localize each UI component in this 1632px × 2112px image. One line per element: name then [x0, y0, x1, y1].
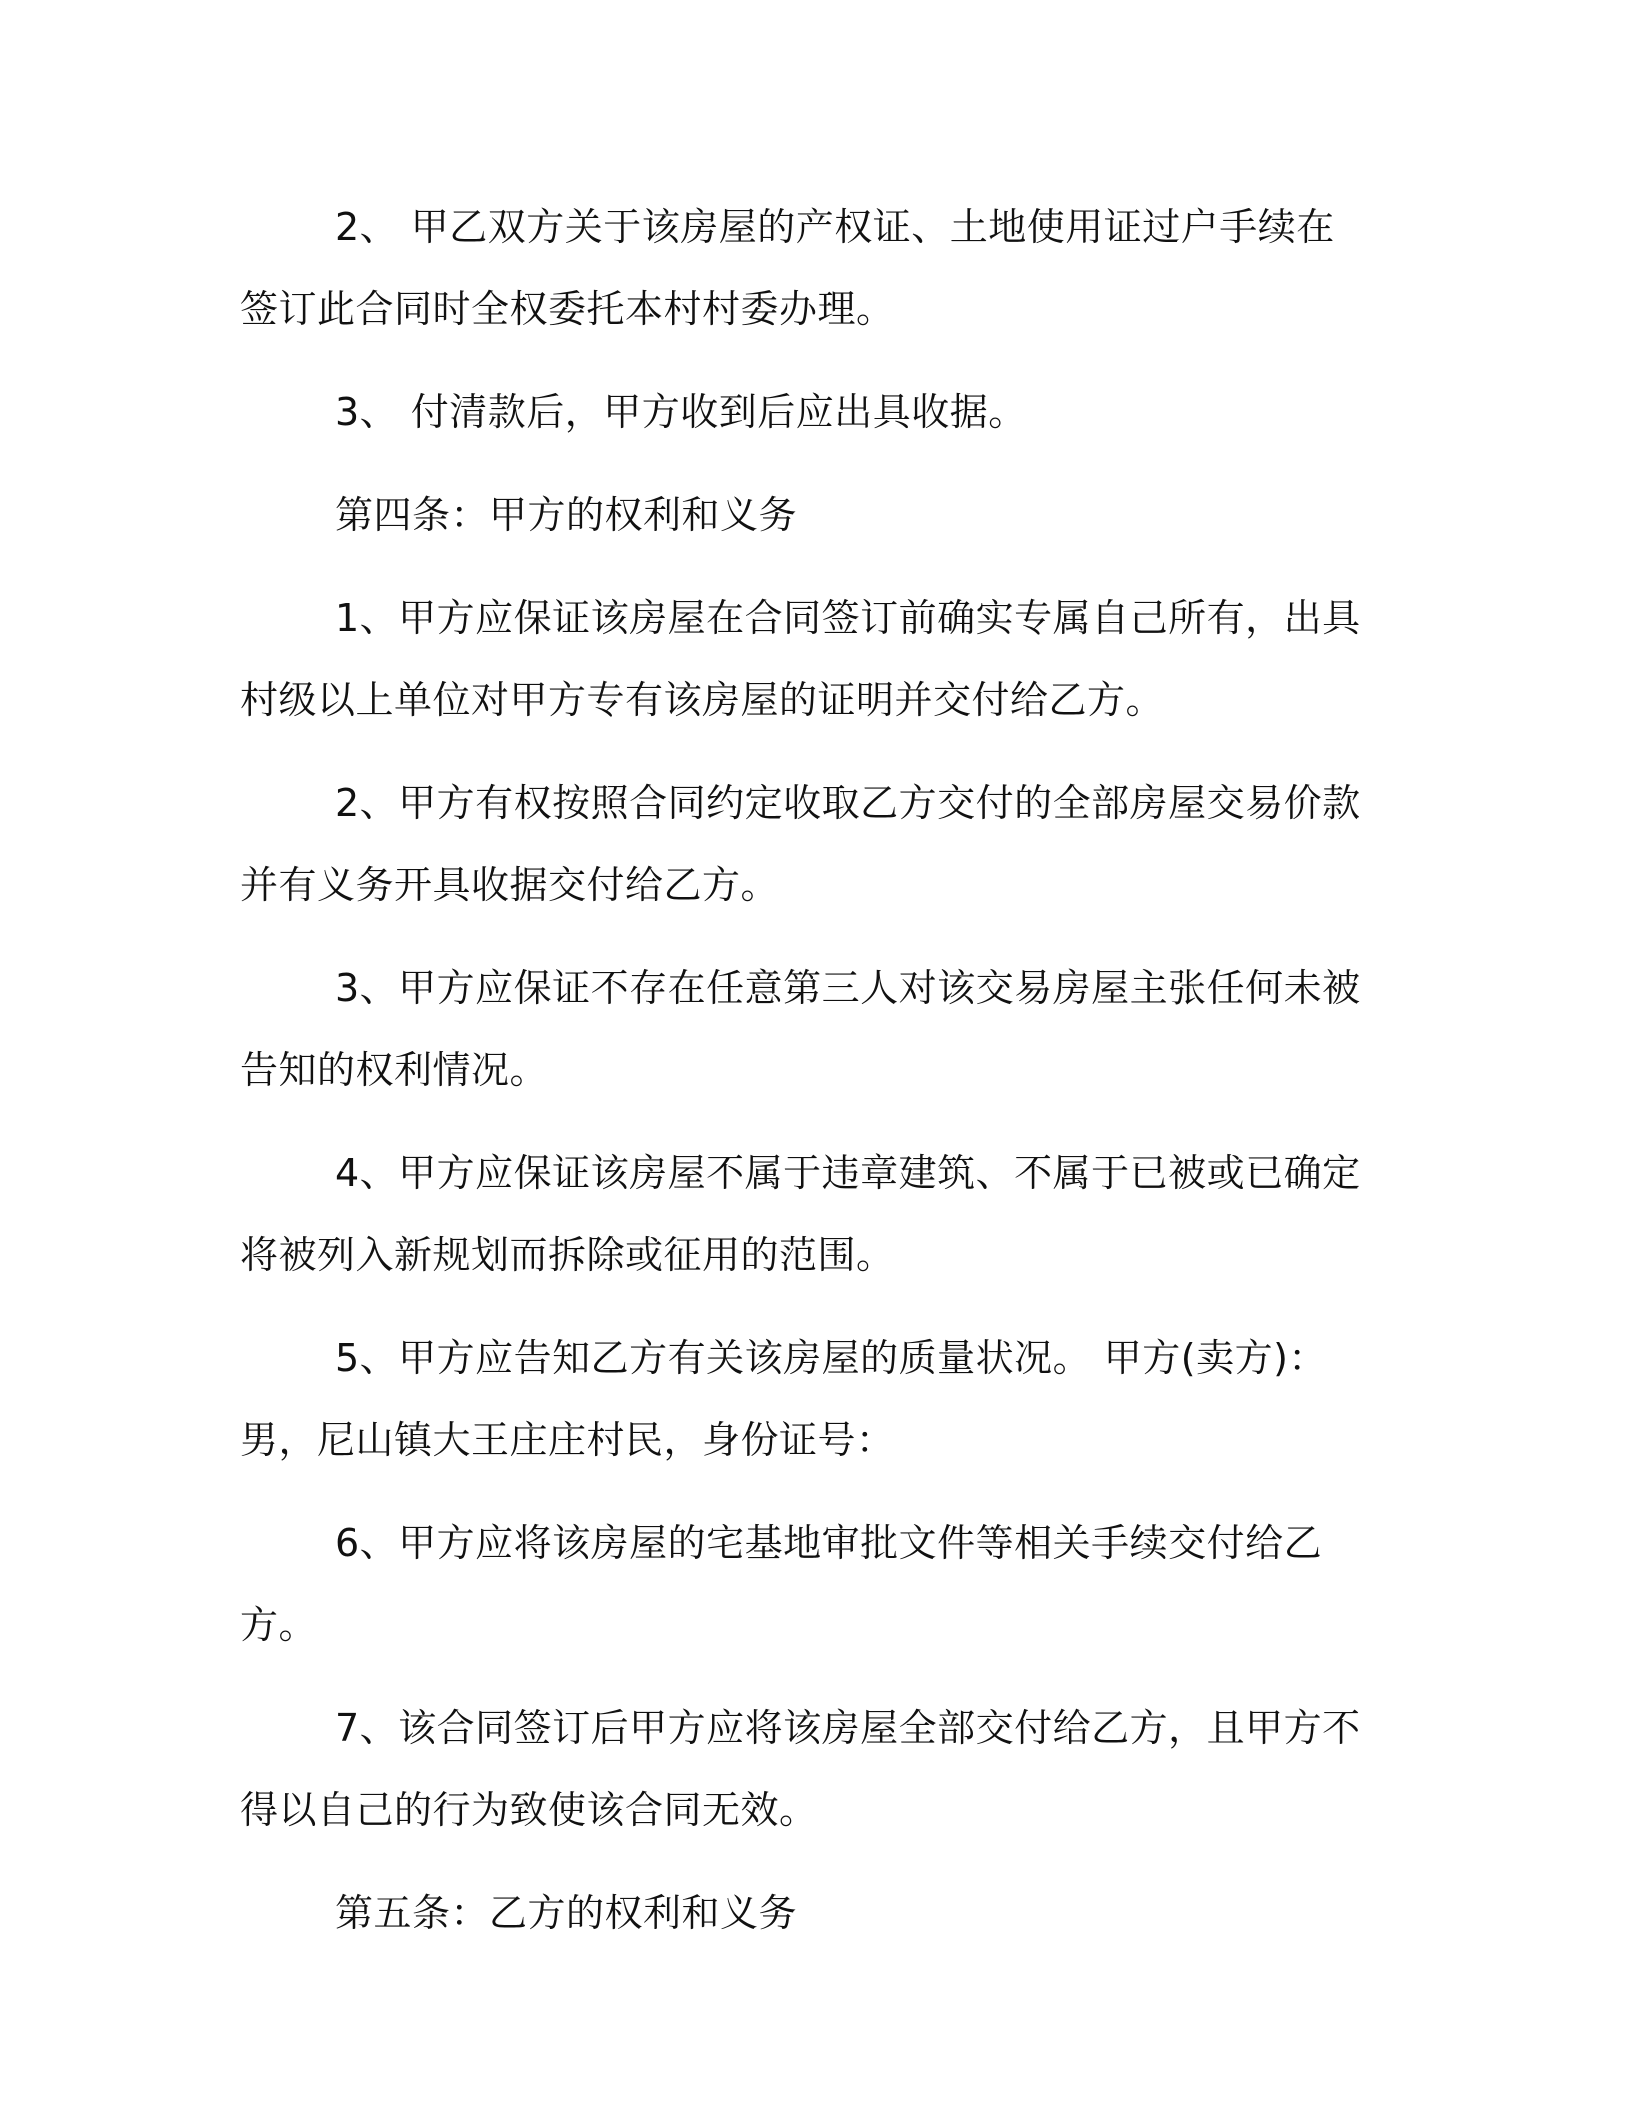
clause-2-transfer: 2、 甲乙双方关于该房屋的产权证、土地使用证过户手续在签订此合同时全权委托本村村委办理。: [240, 205, 1335, 331]
article-5-heading: 第五条：乙方的权利和义务: [335, 1891, 798, 1935]
article-4-item-6: 6、甲方应将该房屋的宅基地审批文件等相关手续交付给乙方。: [240, 1521, 1323, 1647]
article-4-heading: 第四条：甲方的权利和义务: [335, 493, 798, 537]
article-4-item-3: 3、甲方应保证不存在任意第三人对该交易房屋主张任何未被告知的权利情况。: [240, 966, 1361, 1092]
article-4-item-4: 4、甲方应保证该房屋不属于违章建筑、不属于已被或已确定将被列入新规划而拆除或征用的范围。: [240, 1151, 1361, 1277]
clause-3-receipt: 3、 付清款后，甲方收到后应出具收据。: [335, 390, 1027, 434]
article-4-item-7: 7、该合同签订后甲方应将该房屋全部交付给乙方，且甲方不得以自己的行为致使该合同无效。: [240, 1706, 1361, 1832]
article-4-item-1: 1、甲方应保证该房屋在合同签订前确实专属自己所有，出具村级以上单位对甲方专有该房屋的证明并交付给乙方。: [240, 596, 1361, 722]
article-4-item-5: 5、甲方应告知乙方有关该房屋的质量状况。 甲方(卖方)： 男，尼山镇大王庄庄村民，身份证号：: [240, 1336, 1327, 1462]
document-page: [240, 186, 1370, 1975]
article-4-item-2: 2、甲方有权按照合同约定收取乙方交付的全部房屋交易价款并有义务开具收据交付给乙方。: [240, 781, 1361, 907]
